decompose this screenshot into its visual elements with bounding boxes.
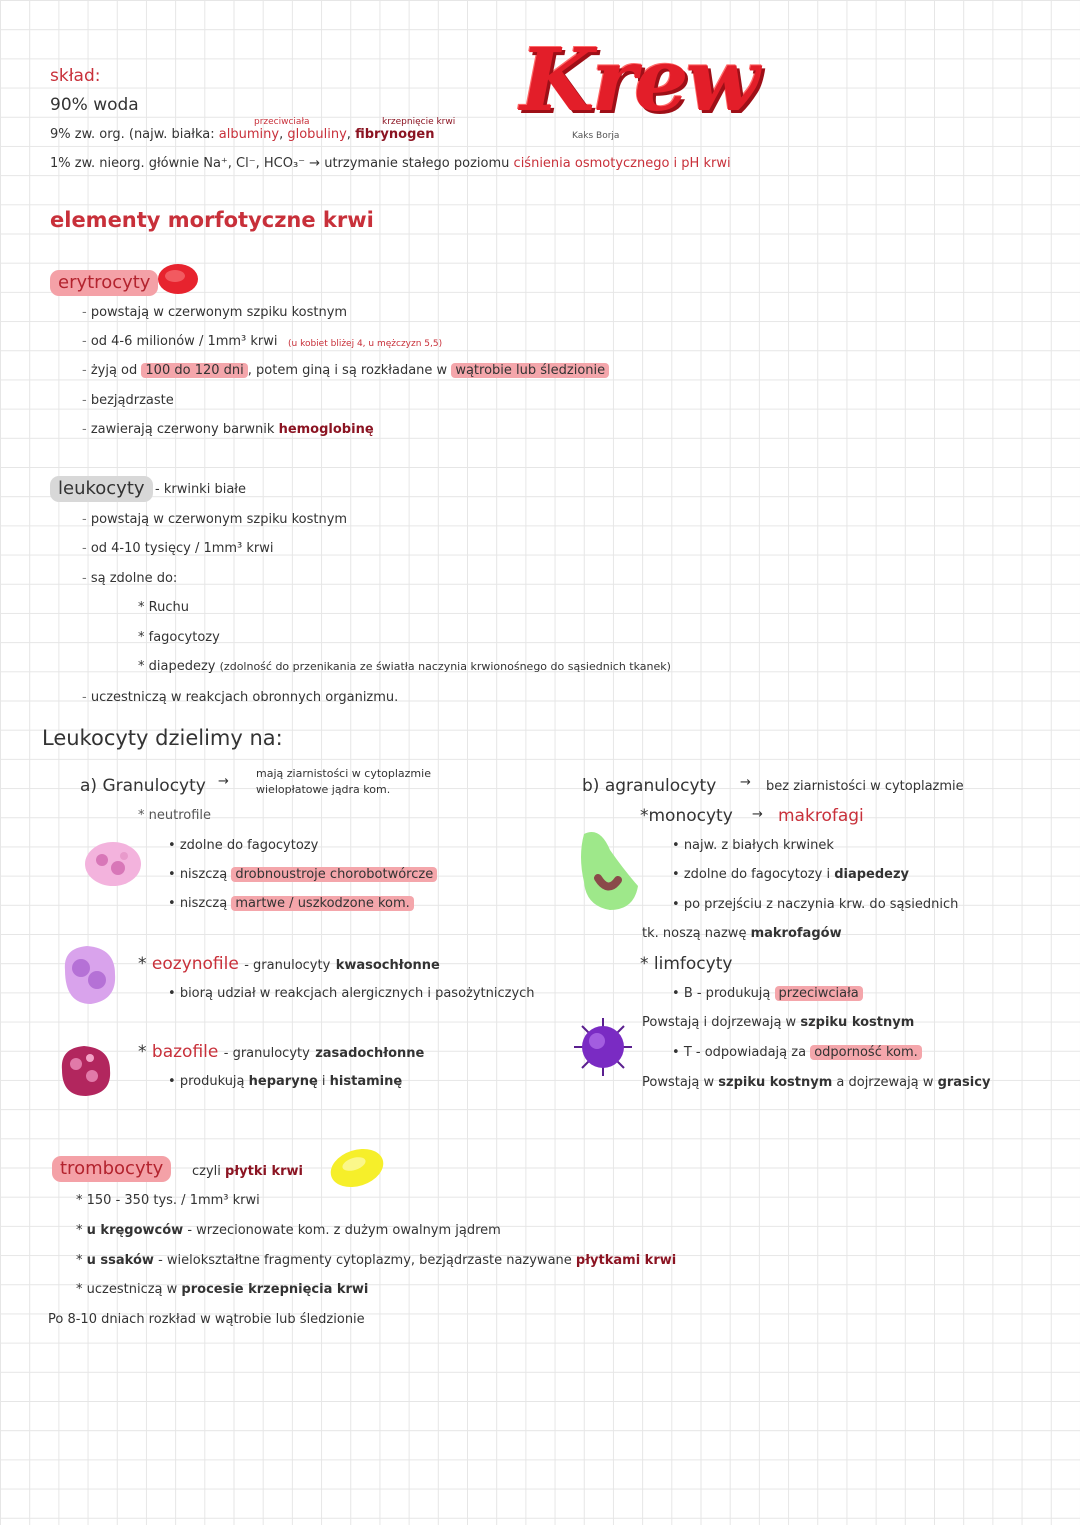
leuko-defense: - uczestniczą w reakcjach obronnych organizmu.	[82, 690, 398, 706]
limfo-t-hl: odporność kom.	[810, 1045, 922, 1060]
neutro-item-2-hl: drobnoustroje chorobotwórcze	[231, 867, 437, 882]
ability-3: * diapedezy (zdolność do przenikania ze światła naczynia krwionośnego do sąsiednich tkanek)	[138, 659, 671, 674]
neutro-item-3-prefix: niszczą	[179, 896, 228, 911]
monocyte-icon	[574, 826, 644, 914]
ery-item-1: - powstają w czerwonym szpiku kostnym	[82, 305, 347, 321]
organic-prefix: 9% zw. org. (najw. białka:	[50, 127, 215, 142]
limfo-b-origin	[642, 1015, 914, 1031]
eozynofile-row: * eozynofile - granulocyty kwasochłonne	[138, 954, 440, 974]
globuliny: globuliny	[287, 127, 347, 142]
limfo-b-prefix: B - produkują	[683, 986, 771, 1001]
granulocyty-title: a) Granulocyty	[80, 776, 206, 796]
bazofile-row: * bazofile - granulocyty zasadochłonne	[138, 1042, 425, 1062]
limfo-b: • B - produkują przeciwciała	[672, 986, 863, 1002]
mono-item-2: • zdolne do fagocytozy i diapedezy	[672, 867, 910, 882]
arrow-icon: →	[309, 156, 321, 171]
monocyty-name: *monocyty	[640, 806, 733, 826]
neutro-item-2-prefix: niszczą	[179, 867, 228, 882]
mono-item-2-prefix: zdolne do fagocytozy i	[683, 867, 831, 882]
leuko-item-3: - są zdolne do:	[82, 571, 177, 587]
ability-2-text: fagocytozy	[148, 630, 220, 645]
ery-life-prefix: żyją od	[90, 363, 138, 378]
trombocyty-label: trombocyty	[52, 1156, 171, 1182]
inorganic-prefix: 1% zw. nieorg. głównie Na⁺, Cl⁻, HCO₃⁻	[50, 156, 306, 171]
ery-life-days: 100 do 120 dni	[141, 363, 247, 378]
makrofagi: makrofagi	[778, 806, 864, 826]
mono-item-3-text: po przejściu z naczynia krw. do sąsiednich	[683, 897, 959, 912]
note-przeciwciala: przeciwciała	[254, 117, 310, 127]
lymphocyte-icon	[570, 1016, 636, 1078]
trombo-mammals-end: płytkami krwi	[575, 1253, 677, 1268]
note-krzepniecie: krzepnięcie krwi	[382, 117, 456, 127]
sklad-organic: 9% zw. org. (najw. białka: albuminy, globuliny, fibrynogen	[50, 127, 435, 142]
signature: Kaks Borja	[572, 131, 620, 141]
ery-life-middle: , potem giną i są rozkładane w	[247, 363, 448, 378]
neutrofile-name: * neutrofile	[138, 808, 212, 823]
mono-item-3: • po przejściu z naczynia krw. do sąsiednich	[672, 897, 959, 912]
limfo-b-hl: przeciwciała	[775, 986, 863, 1001]
ery-item-5	[82, 422, 374, 438]
sklad-label: skład:	[50, 66, 101, 86]
neutro-item-3: • niszczą martwe / uszkodzone kom.	[168, 896, 414, 912]
trombo-decay: Po 8-10 dniach rozkład w wątrobie lub śledzionie	[48, 1312, 365, 1327]
leuko-alias: - krwinki białe	[155, 482, 246, 497]
trombo-mammals-bold: u ssaków	[86, 1253, 154, 1268]
mono-item-1-text: najw. z białych krwinek	[683, 838, 834, 853]
ery-item-4: - bezjądrzaste	[82, 393, 174, 409]
limfo-t-origin	[642, 1075, 990, 1091]
trombo-clotting-prefix: uczestniczą w	[86, 1282, 178, 1297]
limfo-t-origin-bold1: szpiku kostnym	[718, 1075, 833, 1090]
sklad-inorganic	[50, 156, 731, 172]
trombo-vertebrates: * u kręgowców - wrzecionowate kom. z dużym owalnym jądrem	[76, 1223, 501, 1238]
leukocyty-label: leukocyty	[50, 476, 153, 502]
trombo-clotting-bold: procesie krzepnięcia krwi	[181, 1282, 369, 1297]
limfocyty-name: * limfocyty	[640, 954, 733, 974]
bazofile-desc-bold: zasadochłonne	[315, 1046, 425, 1061]
neutro-item-1-text: zdolne do fagocytozy	[179, 838, 319, 853]
neutrophil-icon	[80, 836, 146, 892]
granulocyty-arrow: →	[218, 774, 229, 789]
ability-1-text: Ruchu	[148, 600, 189, 615]
fibrynogen: fibrynogen	[355, 127, 435, 142]
section-title: elementy morfotyczne krwi	[50, 208, 374, 232]
mono-item-4-prefix: tk. noszą nazwę	[642, 926, 747, 941]
agranulocyty-title: b) agranulocyty	[582, 776, 717, 796]
limfo-t-origin-mid: a dojrzewają w	[836, 1075, 934, 1090]
ability-2: * fagocytozy	[138, 630, 220, 645]
neutro-item-2: • niszczą drobnoustroje chorobotwórcze	[168, 867, 437, 883]
leuko-item-1: - powstają w czerwonym szpiku kostnym	[82, 512, 347, 528]
limfo-t-prefix: T - odpowiadają za	[683, 1045, 807, 1060]
bazofile-name: bazofile	[151, 1042, 219, 1062]
erytrocyty-label: erytrocyty	[50, 270, 158, 296]
platelet-icon	[326, 1144, 388, 1192]
trombo-mammals-text: - wielokształtne fragmenty cytoplazmy, bezjądrzaste nazywane	[158, 1253, 572, 1268]
eozynofile-desc-bold: kwasochłonne	[335, 958, 440, 973]
divide-title: Leukocyty dzielimy na:	[42, 726, 283, 750]
granulocyty-note-2: wielopłatowe jądra kom.	[256, 783, 391, 796]
bazo-item-prefix: produkują	[179, 1074, 245, 1089]
agranulocyty-note: bez ziarnistości w cytoplazmie	[766, 779, 964, 794]
limfo-b-origin-bold: szpiku kostnym	[800, 1015, 915, 1030]
bazo-item-mid: i	[321, 1074, 326, 1089]
mono-item-2-bold: diapedezy	[834, 867, 910, 882]
trombo-vertebrates-text: - wrzecionowate kom. z dużym owalnym jądrem	[187, 1223, 501, 1238]
trombo-count-text: 150 - 350 tys. / 1mm³ krwi	[86, 1193, 260, 1208]
ery-item-2: - od 4-6 milionów / 1mm³ krwi	[82, 334, 278, 350]
eozynofile-desc: - granulocyty	[244, 958, 331, 973]
bazo-histamina: histaminę	[329, 1074, 403, 1089]
monocyty-arrow: →	[752, 807, 763, 822]
trombo-alias	[192, 1164, 303, 1180]
mono-item-4-bold: makrofagów	[750, 926, 842, 941]
agranulocyty-arrow: →	[740, 775, 751, 790]
trombo-alias-bold: płytki krwi	[225, 1164, 303, 1179]
erythrocyte-icon	[155, 260, 201, 298]
trombo-alias-prefix: czyli	[192, 1164, 221, 1179]
ery-item-3	[82, 363, 609, 379]
limfo-b-origin-prefix: Powstają i dojrzewają w	[642, 1015, 797, 1030]
leuko-item-2: - od 4-10 tysięcy / 1mm³ krwi	[82, 541, 274, 557]
bazofile-desc: - granulocyty	[223, 1046, 310, 1061]
granulocyty-note-1: mają ziarnistości w cytoplazmie	[256, 767, 431, 780]
ery-life-place: wątrobie lub śledzionie	[451, 363, 609, 378]
eozynofile-name: eozynofile	[151, 954, 239, 974]
albuminy: albuminy	[218, 127, 280, 142]
ery-hemo-prefix: zawierają czerwony barwnik	[90, 422, 275, 437]
ery-hemo-name: hemoglobinę	[278, 422, 374, 437]
eozyno-item: • biorą udział w reakcjach alergicznych i pasożytniczych	[168, 986, 535, 1001]
eosinophil-icon	[55, 940, 123, 1010]
bazo-item: • produkują heparynę i histaminę	[168, 1074, 403, 1089]
sklad-water: 90% woda	[50, 95, 139, 115]
trombo-count: * 150 - 350 tys. / 1mm³ krwi	[76, 1193, 260, 1208]
inorganic-suffix: utrzymanie stałego poziomu	[324, 156, 510, 171]
limfo-t-origin-bold2: grasicy	[937, 1075, 991, 1090]
basophil-icon	[54, 1040, 116, 1100]
eozyno-item-text: biorą udział w reakcjach alergicznych i pasożytniczych	[179, 986, 535, 1001]
neutro-item-1: • zdolne do fagocytozy	[168, 838, 319, 853]
inorganic-highlight: ciśnienia osmotycznego i pH krwi	[513, 156, 731, 171]
ability-1: * Ruchu	[138, 600, 189, 615]
trombo-mammals: * u ssaków - wielokształtne fragmenty cytoplazmy, bezjądrzaste nazywane płytkami krwi	[76, 1253, 677, 1268]
bazo-heparyna: heparynę	[248, 1074, 318, 1089]
diapedeza-note: (zdolność do przenikania ze światła naczynia krwionośnego do sąsiednich tkanek)	[219, 660, 671, 673]
mono-item-1: • najw. z białych krwinek	[672, 838, 834, 853]
limfo-t: • T - odpowiadają za odporność kom.	[672, 1045, 922, 1061]
mono-item-4	[642, 926, 842, 942]
page-title: Krew	[520, 30, 757, 131]
trombo-vertebrates-bold: u kręgowców	[86, 1223, 184, 1238]
ability-3-text: diapedezy	[148, 659, 216, 674]
neutro-item-3-hl: martwe / uszkodzone kom.	[231, 896, 413, 911]
limfo-t-origin-prefix: Powstają w	[642, 1075, 715, 1090]
trombo-clotting: * uczestniczą w procesie krzepnięcia krwi	[76, 1282, 369, 1297]
ery-note: (u kobiet bliżej 4, u mężczyzn 5,5)	[288, 339, 443, 349]
